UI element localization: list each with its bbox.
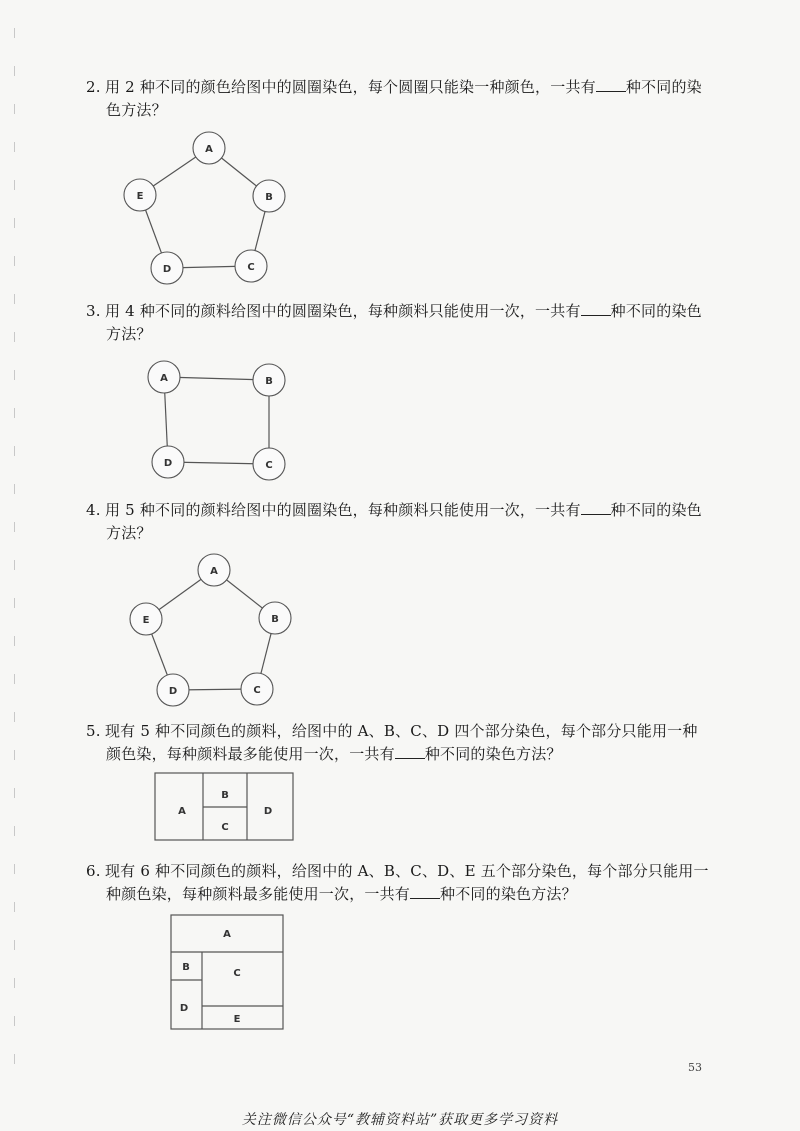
question-number: 6. (86, 862, 101, 880)
question-6-line-1 (86, 860, 716, 883)
question-text: 颜色染，每种颜料最多能使用一次，一共有 (106, 745, 395, 763)
pentagon-diagram-q4 (126, 550, 306, 710)
label-a: A (205, 144, 213, 155)
question-3-line-2: 方法？ (106, 325, 152, 343)
question-number: 4. (86, 501, 101, 519)
question-2 (86, 76, 716, 122)
footer-promo-text: 关注微信公众号“教辅资料站”获取更多学习资料 (241, 1112, 559, 1128)
question-text: 种颜色染，每种颜料最多能使用一次，一共有 (106, 885, 411, 903)
question-text: 种不同的染色方法？ (440, 885, 577, 903)
label-b: B (265, 192, 273, 203)
label-a: A (160, 373, 168, 384)
question-text: 现有 6 种不同颜色的颜料，给图中的 A、B、C、D、E 五个部分染色，每个部分只能用一 (104, 862, 709, 880)
question-4-line-1 (86, 499, 716, 522)
region-diagram-q5 (154, 772, 296, 844)
question-text: 种不同的染色方法？ (424, 745, 562, 763)
question-number: 2. (86, 78, 101, 96)
question-3 (86, 300, 716, 346)
answer-blank[interactable] (581, 315, 611, 316)
region-c-label: C (221, 822, 229, 833)
question-text: 用 4 种不同的颜料给图中的圆圈染色，每种颜料只能使用一次，一共有 (104, 302, 581, 320)
question-text: 现有 5 种不同颜色的颜料，给图中的 A、B、C、D 四个部分染色，每个部分只能用一种 (104, 722, 698, 740)
page-number: 53 (688, 1061, 702, 1074)
question-3-line-1 (86, 300, 716, 323)
question-2-line-2: 色方法？ (106, 101, 167, 119)
label-e: E (136, 191, 144, 202)
region-b-label: B (221, 790, 229, 801)
label-d: D (162, 264, 172, 275)
label-c: C (247, 262, 255, 273)
question-text: 种不同的染色 (610, 302, 702, 320)
question-text: 种不同的染 (625, 78, 702, 96)
answer-blank[interactable] (581, 514, 611, 515)
question-6 (86, 860, 716, 906)
pentagon-diagram-q2 (120, 128, 300, 288)
label-c: C (253, 685, 261, 696)
region-d-label: D (179, 1003, 189, 1014)
answer-blank[interactable] (410, 898, 440, 899)
binding-marks (14, 0, 20, 1131)
question-text: 用 2 种不同的颜色给图中的圆圈染色，每个圆圈只能染一种颜色，一共有 (104, 78, 596, 96)
question-text: 种不同的染色 (610, 501, 702, 519)
region-c-label: C (233, 968, 241, 979)
region-a-label: A (223, 929, 231, 940)
label-d: D (163, 458, 173, 469)
region-diagram-q6 (170, 914, 286, 1032)
question-5-line-1 (86, 720, 716, 743)
question-number: 3. (86, 302, 101, 320)
question-4-line-2: 方法？ (106, 524, 152, 542)
question-number: 5. (86, 722, 101, 740)
answer-blank[interactable] (596, 91, 626, 92)
label-a: A (210, 566, 218, 577)
region-e-label: E (233, 1014, 241, 1025)
question-6-line-2 (86, 883, 716, 906)
question-4 (86, 499, 716, 545)
label-b: B (271, 614, 279, 625)
region-d-label: D (263, 806, 273, 817)
question-5-line-2 (86, 743, 716, 766)
region-a-label: A (178, 806, 186, 817)
question-text: 用 5 种不同的颜料给图中的圆圈染色，每种颜料只能使用一次，一共有 (104, 501, 581, 519)
label-c: C (265, 460, 273, 471)
label-d: D (168, 686, 178, 697)
label-b: B (265, 376, 273, 387)
label-e: E (142, 615, 150, 626)
question-2-line-1 (86, 76, 716, 99)
region-b-label: B (182, 962, 190, 973)
question-5 (86, 720, 716, 766)
square-diagram-q3 (148, 358, 293, 483)
answer-blank[interactable] (395, 758, 425, 759)
